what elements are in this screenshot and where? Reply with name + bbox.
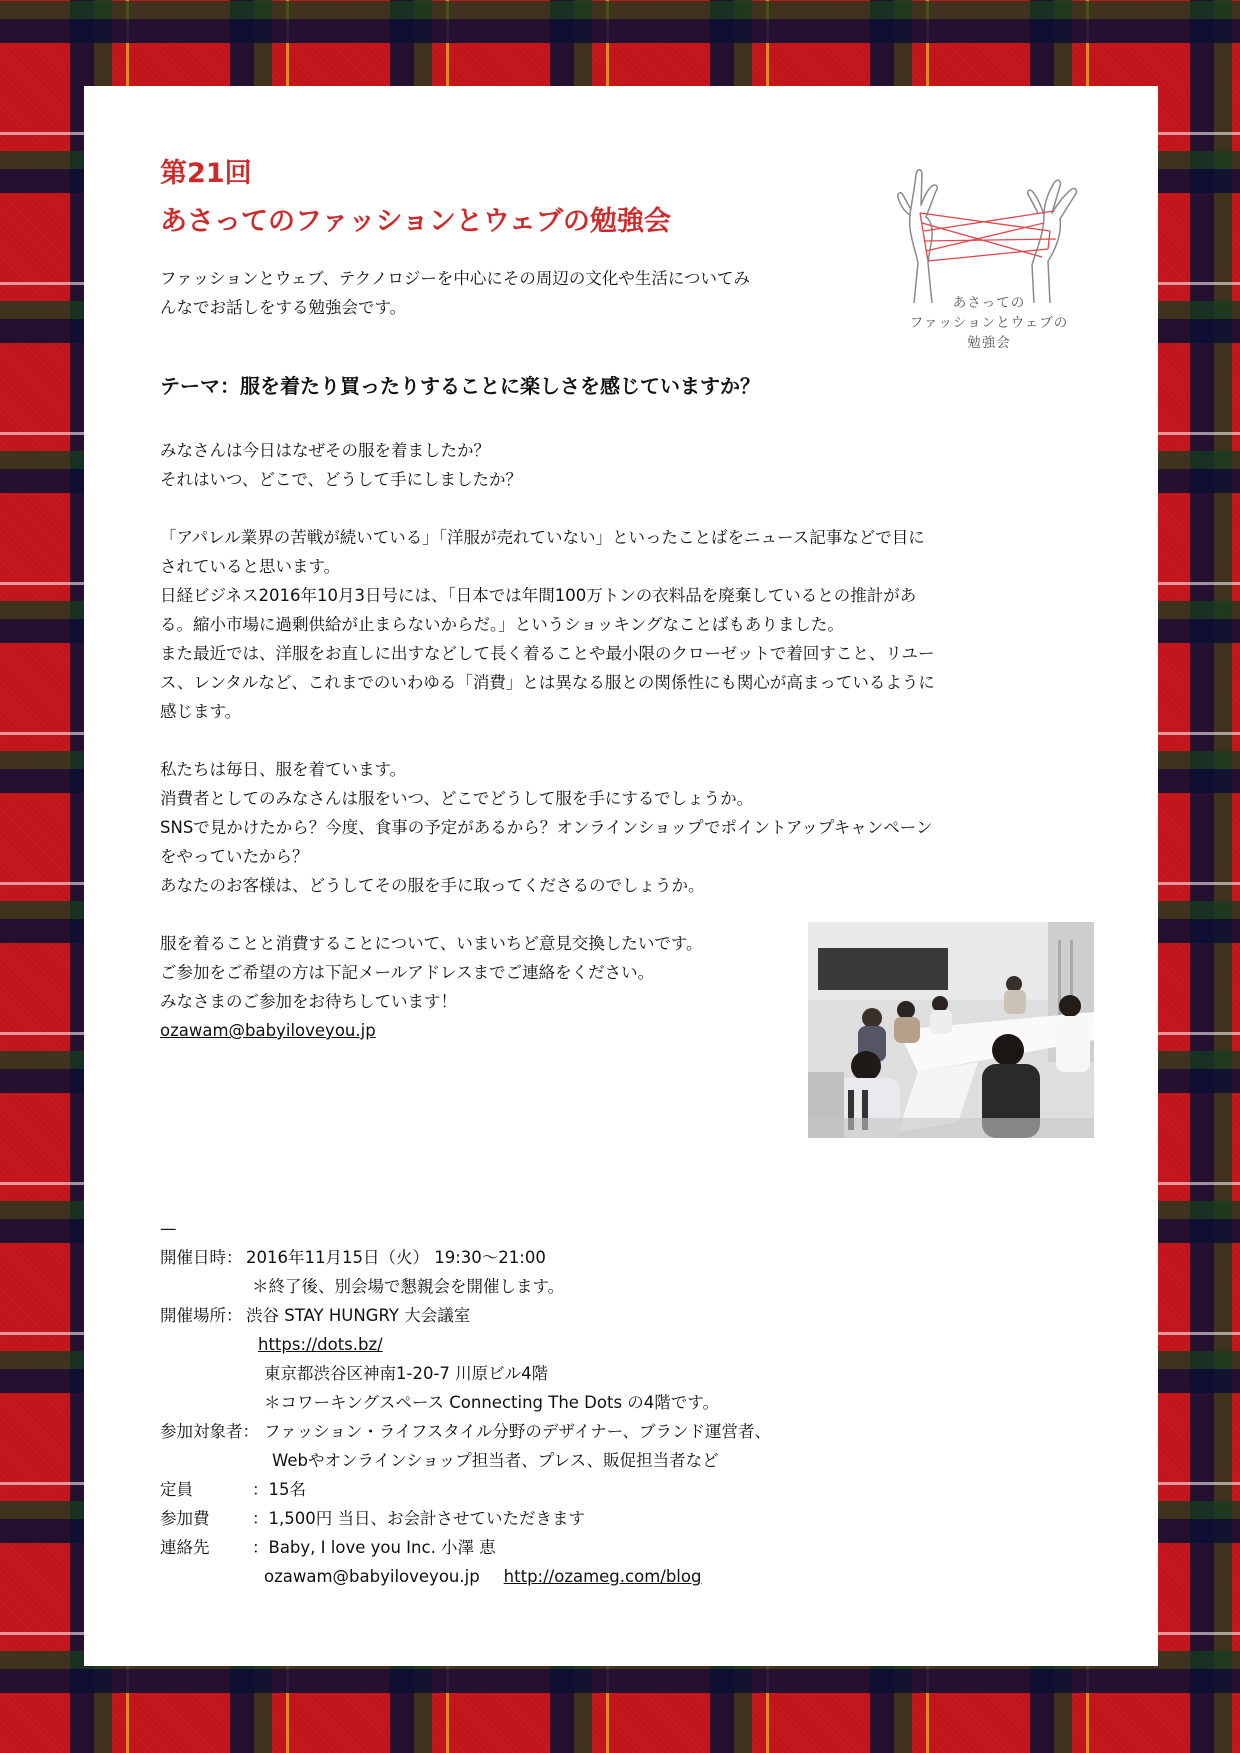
meeting-photo-image <box>808 922 1094 1138</box>
info-date <box>160 1243 960 1272</box>
info-value: ＊コワーキングスペース Connecting The Dots の4階です。 <box>264 1393 719 1412</box>
body-line: SNSで見かけたから？今度、食事の予定があるから？オンラインショップでポイントアップキャンペーン <box>160 818 933 837</box>
blog-link[interactable]: http://ozameg.com/blog <box>503 1567 702 1586</box>
info-target <box>160 1417 960 1446</box>
body-line: 消費者としてのみなさんは服をいつ、どこでどうして服を手にするでしょうか。 <box>160 789 754 808</box>
info-value: ：15名 <box>252 1480 306 1499</box>
info-label: 開催場所： <box>160 1306 243 1325</box>
body-line: それはいつ、どこで、どうして手にしましたか？ <box>160 470 523 489</box>
contact-line: みなさまのご参加をお待ちしています！ <box>160 992 457 1011</box>
body-line: 日経ビジネス2016年10月3日号には、「日本では年間100万トンの衣料品を廃棄しているとの推計があ <box>160 586 917 605</box>
contact-email-link[interactable]: ozawam@babyiloveyou.jp <box>160 1021 376 1040</box>
event-title: あさってのファッションとウェブの勉強会 <box>160 206 671 237</box>
divider-mark: — <box>160 1219 177 1238</box>
info-venue-url <box>160 1330 960 1359</box>
paragraph-3 <box>160 755 1060 900</box>
info-venue-note <box>160 1388 960 1417</box>
body-line: 服を着ることと消費することについて、いまいちど意見交換したいです。 <box>160 934 703 953</box>
body-line: みなさんは今日はなぜその服を着ましたか？ <box>160 441 490 460</box>
info-venue-address <box>160 1359 960 1388</box>
heading-block <box>160 150 780 246</box>
info-target-2 <box>160 1446 960 1475</box>
flyer-sheet <box>84 86 1158 1666</box>
paragraph-1 <box>160 436 1060 494</box>
info-value: ＊終了後、別会場で懇親会を開催します。 <box>252 1277 565 1296</box>
theme-heading-block <box>160 371 1060 401</box>
contact-block <box>160 958 780 1045</box>
body-line: 「アパレル業界の苦戦が続いている」「洋服が売れていない」といったことばをニュース記事などで目に <box>160 528 925 547</box>
intro-line: ファッションとウェブ、テクノロジーを中心にその周辺の文化や生活についてみ <box>160 269 751 288</box>
info-value: ファッション・ライフスタイル分野のデザイナー、ブランド運営者、 <box>264 1422 772 1441</box>
info-fee <box>160 1504 960 1533</box>
logo-caption-line: あさっての <box>952 295 1026 311</box>
body-text <box>160 436 1060 987</box>
body-line: ス、レンタルなど、これまでのいわゆる「消費」とは異なる服との関係性にも関心が高まっているように <box>160 673 935 692</box>
meeting-photo <box>808 922 1094 1138</box>
body-line: 私たちは毎日、服を着ています。 <box>160 760 407 779</box>
body-line: また最近では、洋服をお直しに出すなどして長く着ることや最小限のクローゼットで着回すこと、リユー <box>160 644 935 663</box>
info-value: ：Baby, I love you Inc. 小澤 恵 <box>252 1538 496 1557</box>
cats-cradle-hands-icon <box>884 153 1094 303</box>
logo-caption-line: ファッションとウェブの <box>909 315 1069 331</box>
info-contact-email: ozawam@babyiloveyou.jp <box>264 1567 480 1586</box>
info-venue <box>160 1301 960 1330</box>
paragraph-2 <box>160 523 1060 726</box>
intro-line: んなでお話しをする勉強会です。 <box>160 298 407 317</box>
logo-caption-line: 勉強会 <box>967 335 1011 351</box>
event-number: 第21回 <box>160 158 252 189</box>
info-date-note <box>160 1272 960 1301</box>
info-value: ：1,500円 当日、お会計させていただきます <box>252 1509 585 1528</box>
body-line: る。縮小市場に過剰供給が止まらないからだ。」というショッキングなことばもありました。 <box>160 615 844 634</box>
divider <box>160 1214 960 1243</box>
body-line: 感じます。 <box>160 702 242 721</box>
info-value: 東京都渋谷区神南1-20-7 川原ビル4階 <box>264 1364 549 1383</box>
info-label: 開催日時： <box>160 1248 243 1267</box>
info-label: 連絡先 <box>160 1538 210 1557</box>
body-line: あなたのお客様は、どうしてその服を手に取ってくださるのでしょうか。 <box>160 876 705 895</box>
info-value: 2016年11月15日（火） 19:30〜21:00 <box>246 1248 546 1267</box>
info-value: Webやオンラインショップ担当者、プレス、販促担当者など <box>272 1451 719 1470</box>
info-contact <box>160 1533 960 1562</box>
info-label: 定員 <box>160 1480 193 1499</box>
info-contact-links <box>160 1562 960 1591</box>
event-logo <box>884 153 1094 373</box>
body-line: されていると思います。 <box>160 557 341 576</box>
info-label: 参加対象者： <box>160 1422 259 1441</box>
info-value: 渋谷 STAY HUNGRY 大会議室 <box>246 1306 471 1325</box>
intro-text <box>160 264 800 322</box>
info-label: 参加費 <box>160 1509 210 1528</box>
contact-line: ご参加をご希望の方は下記メールアドレスまでご連絡をください。 <box>160 963 655 982</box>
body-line: をやっていたから？ <box>160 847 309 866</box>
theme-heading: テーマ：服を着たり買ったりすることに楽しさを感じていますか？ <box>160 374 760 398</box>
event-info <box>160 1214 960 1591</box>
logo-caption <box>884 293 1094 353</box>
venue-url-link[interactable]: https://dots.bz/ <box>258 1335 383 1354</box>
info-capacity <box>160 1475 960 1504</box>
